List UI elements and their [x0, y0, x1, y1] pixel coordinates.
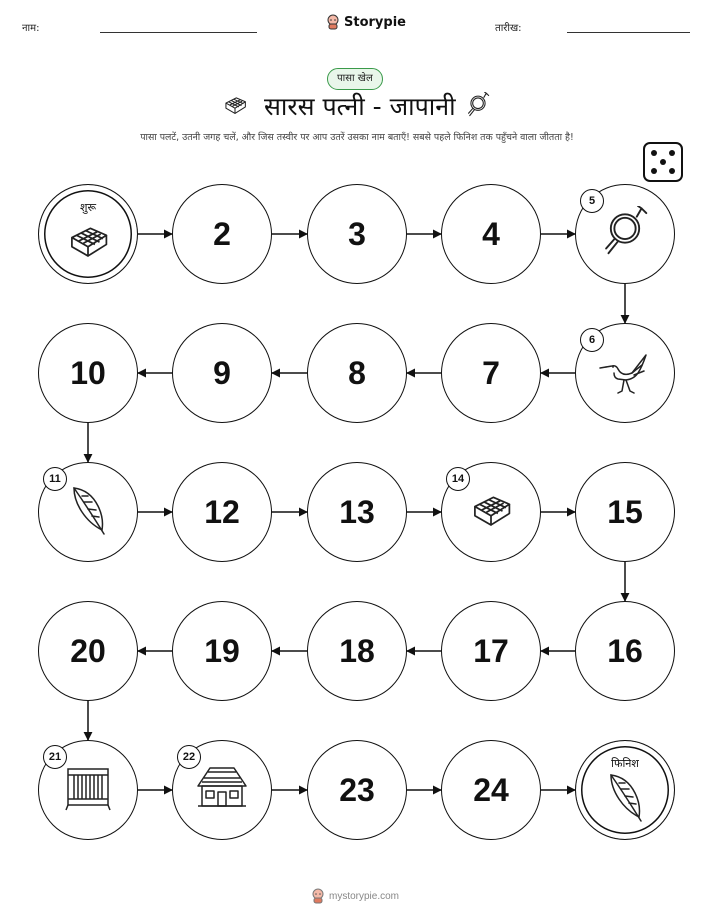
cell-number: 3: [348, 215, 366, 252]
cell-number-badge: 22: [177, 745, 201, 769]
brand-name: Storypie: [344, 14, 406, 30]
board-cell: [575, 184, 675, 284]
cell-number: 4: [482, 215, 500, 252]
board-cell: [307, 740, 407, 840]
cell-number: 17: [473, 632, 509, 669]
cell-number: 23: [339, 771, 375, 808]
board-cell: [38, 323, 138, 423]
cell-number: 9: [213, 354, 231, 391]
board-cell: [441, 740, 541, 840]
board-cell: [172, 323, 272, 423]
cell-number: 13: [339, 493, 375, 530]
cell-number: 16: [607, 632, 643, 669]
board-cell: [307, 601, 407, 701]
board-cell: [441, 462, 541, 562]
cell-number: 2: [213, 215, 231, 252]
cell-number: 15: [607, 493, 643, 530]
cell-number: 12: [204, 493, 240, 530]
board-cell: [172, 740, 272, 840]
board-cell: [441, 323, 541, 423]
board-cell: [38, 601, 138, 701]
cell-number-badge: 11: [43, 467, 67, 491]
board-cell: [38, 740, 138, 840]
footer-site[interactable]: mystorypie.com: [329, 890, 400, 902]
board-cell: [38, 462, 138, 562]
finish-label: फिनिश: [611, 757, 639, 770]
cell-number-badge: 14: [446, 467, 470, 491]
crane-icon: [598, 347, 652, 399]
game-type-tag: पासा खेल: [327, 68, 383, 90]
loom-icon: [64, 765, 112, 815]
page-title: सारस पत्नी - जापानी: [264, 92, 456, 121]
board-cell: [575, 462, 675, 562]
board-cell: [172, 462, 272, 562]
board-cell: [307, 184, 407, 284]
board-cell: [172, 601, 272, 701]
blanket-icon: [468, 490, 514, 534]
board-cell: [441, 601, 541, 701]
feather-icon: [605, 771, 645, 827]
board-cell: [38, 184, 138, 284]
lasso-rope-icon: [601, 206, 649, 262]
storypie-mascot-icon: [311, 888, 325, 904]
cell-number: 24: [473, 771, 509, 808]
footer: [311, 888, 399, 904]
board-cell: [575, 601, 675, 701]
cell-number-badge: 6: [580, 328, 604, 352]
instructions: पासा पलटें, उतनी जगह चलें, और जिस तस्वीर पर आप उतरें उसका नाम बताएँ! सबसे पहले फिनिश तक पहुँचने वाला जीतता है!: [140, 132, 574, 143]
date-label: तारीख:: [495, 23, 522, 34]
cell-number: 19: [204, 632, 240, 669]
feather-icon: [68, 484, 108, 540]
cell-number: 8: [348, 354, 366, 391]
board-cell: [575, 740, 675, 840]
board-cell: [575, 323, 675, 423]
board-cell: [307, 462, 407, 562]
board-cell: [307, 323, 407, 423]
cell-number: 20: [70, 632, 106, 669]
cell-number-badge: 21: [43, 745, 67, 769]
name-label: नाम:: [22, 23, 40, 34]
start-label: शुरू: [79, 201, 97, 214]
cell-number: 7: [482, 354, 500, 391]
board-cell: [441, 184, 541, 284]
board-cell: [172, 184, 272, 284]
cell-number: 18: [339, 632, 375, 669]
cell-number-badge: 5: [580, 189, 604, 213]
blanket-icon: [65, 221, 111, 265]
hut-icon: [194, 764, 250, 816]
cell-number: 10: [70, 354, 106, 391]
